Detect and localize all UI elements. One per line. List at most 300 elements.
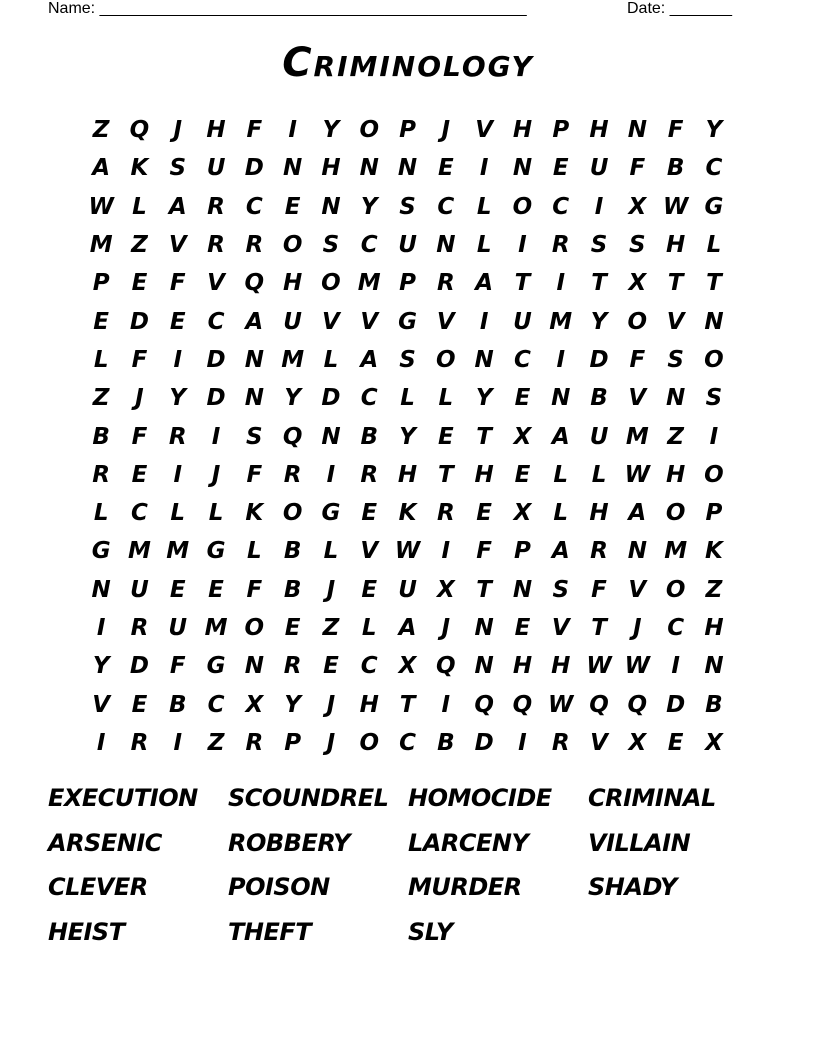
grid-letter[interactable]: Q: [244, 270, 265, 297]
grid-letter[interactable]: I: [441, 691, 451, 718]
grid-letter[interactable]: P: [284, 729, 302, 756]
grid-letter[interactable]: X: [705, 729, 723, 756]
grid-letter[interactable]: S: [322, 232, 340, 259]
grid-letter[interactable]: F: [131, 346, 148, 373]
grid-letter[interactable]: W: [88, 193, 114, 220]
grid-letter[interactable]: K: [130, 155, 149, 182]
grid-letter[interactable]: W: [394, 538, 421, 565]
grid-letter[interactable]: D: [244, 155, 264, 182]
grid-letter[interactable]: N: [244, 385, 264, 412]
grid-letter[interactable]: W: [662, 193, 689, 220]
grid-letter[interactable]: I: [518, 729, 527, 756]
grid-letter[interactable]: J: [135, 385, 144, 412]
grid-letter[interactable]: F: [246, 117, 263, 144]
grid-letter[interactable]: V: [666, 308, 685, 335]
grid-letter[interactable]: Q: [589, 691, 609, 718]
grid-letter[interactable]: A: [245, 308, 264, 335]
grid-letter[interactable]: I: [479, 308, 489, 335]
grid-letter[interactable]: C: [207, 691, 225, 718]
grid-letter[interactable]: N: [244, 346, 264, 373]
grid-letter[interactable]: H: [359, 691, 379, 718]
grid-letter[interactable]: E: [131, 691, 148, 718]
grid-letter[interactable]: C: [399, 729, 416, 756]
grid-letter[interactable]: I: [594, 193, 604, 220]
grid-letter[interactable]: Q: [436, 653, 456, 680]
grid-letter[interactable]: C: [552, 193, 570, 220]
grid-letter[interactable]: C: [360, 232, 378, 259]
grid-letter[interactable]: T: [437, 461, 454, 488]
grid-letter[interactable]: A: [398, 615, 417, 641]
grid-letter[interactable]: U: [130, 576, 149, 603]
grid-letter[interactable]: Z: [131, 232, 148, 259]
grid-letter[interactable]: N: [512, 576, 533, 603]
grid-letter[interactable]: S: [705, 385, 723, 412]
grid-letter[interactable]: V: [207, 270, 225, 297]
grid-letter[interactable]: X: [245, 691, 264, 718]
grid-letter[interactable]: S: [246, 423, 263, 450]
grid-letter[interactable]: I: [518, 232, 527, 259]
grid-letter[interactable]: T: [399, 691, 416, 718]
word-list-item: ROBBERY: [228, 828, 351, 857]
grid-letter[interactable]: X: [513, 500, 532, 527]
grid-letter[interactable]: Q: [129, 117, 150, 144]
grid-letter[interactable]: L: [553, 500, 569, 527]
grid-letter[interactable]: R: [551, 232, 570, 259]
grid-letter[interactable]: O: [282, 500, 303, 527]
grid-letter[interactable]: P: [514, 538, 531, 565]
grid-letter[interactable]: S: [667, 346, 684, 373]
grid-letter[interactable]: P: [552, 117, 570, 144]
grid-letter[interactable]: E: [437, 423, 454, 450]
grid-letter[interactable]: F: [169, 270, 186, 297]
grid-letter[interactable]: T: [591, 270, 607, 297]
grid-letter[interactable]: J: [441, 615, 451, 641]
grid-letter[interactable]: I: [96, 729, 106, 756]
grid-letter[interactable]: E: [131, 461, 148, 488]
grid-letter[interactable]: X: [628, 729, 647, 756]
grid-letter[interactable]: Y: [284, 385, 301, 412]
grid-letter[interactable]: I: [288, 117, 297, 144]
grid-letter[interactable]: Q: [474, 691, 494, 718]
word-list-item: HEIST: [48, 917, 125, 946]
grid-letter[interactable]: P: [399, 117, 416, 144]
grid-letter[interactable]: E: [361, 576, 378, 603]
grid-letter[interactable]: T: [476, 423, 492, 450]
grid-letter[interactable]: C: [667, 615, 685, 641]
grid-letter[interactable]: L: [132, 193, 147, 220]
grid-letter[interactable]: S: [169, 155, 187, 182]
grid-letter[interactable]: V: [360, 308, 379, 335]
grid-letter[interactable]: F: [667, 117, 684, 144]
name-field-label[interactable]: Name: ________________________________________________: [48, 0, 527, 17]
grid-letter[interactable]: U: [398, 576, 417, 603]
grid-letter[interactable]: H: [206, 117, 226, 144]
grid-letter[interactable]: J: [326, 691, 336, 718]
grid-letter[interactable]: G: [206, 653, 226, 680]
grid-letter[interactable]: U: [206, 155, 226, 182]
grid-letter[interactable]: N: [436, 232, 456, 259]
grid-letter[interactable]: C: [245, 193, 263, 220]
grid-letter[interactable]: O: [704, 461, 724, 488]
grid-letter[interactable]: J: [633, 615, 642, 641]
grid-letter[interactable]: V: [436, 308, 455, 335]
grid-letter[interactable]: D: [129, 653, 149, 680]
grid-letter[interactable]: B: [92, 423, 110, 450]
grid-letter[interactable]: N: [474, 615, 494, 641]
grid-letter[interactable]: R: [283, 461, 302, 488]
grid-letter[interactable]: O: [244, 615, 265, 641]
word-list-item: VILLAIN: [588, 828, 691, 857]
grid-letter[interactable]: W: [624, 461, 651, 488]
grid-letter[interactable]: W: [586, 653, 612, 680]
grid-letter[interactable]: H: [512, 653, 533, 680]
grid-letter[interactable]: L: [706, 232, 722, 259]
grid-letter[interactable]: N: [627, 538, 647, 565]
grid-letter[interactable]: O: [359, 729, 380, 756]
grid-letter[interactable]: E: [169, 576, 186, 603]
grid-letter[interactable]: M: [204, 615, 228, 641]
grid-letter[interactable]: C: [437, 193, 455, 220]
grid-letter[interactable]: N: [704, 653, 724, 680]
grid-letter[interactable]: F: [629, 346, 646, 373]
grid-letter[interactable]: E: [514, 461, 531, 488]
grid-letter[interactable]: T: [591, 615, 607, 641]
grid-letter[interactable]: R: [245, 729, 264, 756]
grid-letter[interactable]: N: [627, 117, 647, 144]
grid-letter[interactable]: F: [246, 461, 263, 488]
grid-letter[interactable]: B: [283, 576, 302, 603]
grid-letter[interactable]: R: [360, 461, 379, 488]
grid-letter[interactable]: V: [92, 691, 111, 718]
grid-letter[interactable]: A: [360, 346, 379, 373]
word-list-item: THEFT: [228, 917, 312, 946]
grid-letter[interactable]: E: [552, 155, 569, 182]
grid-letter[interactable]: T: [514, 270, 531, 297]
grid-letter[interactable]: Z: [667, 423, 684, 450]
grid-letter[interactable]: H: [704, 615, 724, 641]
grid-letter[interactable]: V: [360, 538, 379, 565]
grid-letter[interactable]: O: [665, 576, 686, 603]
grid-letter[interactable]: E: [169, 308, 186, 335]
grid-letter[interactable]: O: [282, 232, 303, 259]
grid-letter[interactable]: G: [321, 500, 341, 527]
grid-letter[interactable]: Z: [322, 615, 340, 641]
grid-letter[interactable]: S: [399, 346, 416, 373]
grid-letter[interactable]: A: [628, 500, 647, 527]
grid-letter[interactable]: C: [360, 653, 378, 680]
grid-letter[interactable]: A: [475, 270, 494, 297]
grid-letter[interactable]: X: [628, 193, 647, 220]
grid-letter[interactable]: D: [206, 346, 226, 373]
grid-letter[interactable]: E: [284, 615, 301, 641]
grid-letter[interactable]: H: [512, 117, 533, 144]
grid-letter[interactable]: R: [130, 615, 149, 641]
grid-letter[interactable]: F: [131, 423, 148, 450]
grid-letter[interactable]: Z: [92, 117, 110, 144]
grid-letter[interactable]: E: [667, 729, 684, 756]
grid-letter[interactable]: O: [321, 270, 341, 297]
grid-letter[interactable]: I: [96, 615, 106, 641]
grid-letter[interactable]: A: [168, 193, 187, 220]
grid-letter[interactable]: S: [629, 232, 646, 259]
grid-letter[interactable]: I: [441, 538, 451, 565]
grid-letter[interactable]: Z: [207, 729, 225, 756]
grid-letter[interactable]: L: [361, 615, 377, 641]
grid-letter[interactable]: L: [591, 461, 607, 488]
grid-letter[interactable]: C: [705, 155, 723, 182]
grid-letter[interactable]: K: [705, 538, 723, 565]
grid-letter[interactable]: F: [169, 653, 186, 680]
grid-letter[interactable]: S: [590, 232, 608, 259]
grid-letter[interactable]: A: [92, 155, 111, 182]
grid-letter[interactable]: U: [283, 308, 302, 335]
grid-letter[interactable]: V: [475, 117, 494, 144]
grid-letter[interactable]: P: [705, 500, 723, 527]
grid-letter[interactable]: F: [246, 576, 263, 603]
grid-letter[interactable]: H: [397, 461, 418, 488]
grid-letter[interactable]: E: [476, 500, 492, 527]
grid-letter[interactable]: U: [513, 308, 532, 335]
grid-letter[interactable]: H: [666, 461, 686, 488]
grid-letter[interactable]: A: [551, 538, 570, 565]
grid-letter[interactable]: H: [666, 232, 686, 259]
grid-letter[interactable]: M: [281, 346, 305, 373]
grid-letter[interactable]: R: [436, 500, 455, 527]
grid-letter[interactable]: I: [709, 423, 719, 450]
grid-letter[interactable]: T: [667, 270, 684, 297]
grid-letter[interactable]: I: [671, 653, 680, 680]
grid-letter[interactable]: B: [705, 691, 723, 718]
grid-letter[interactable]: G: [206, 538, 226, 565]
grid-letter[interactable]: E: [514, 615, 531, 641]
grid-letter[interactable]: C: [360, 385, 378, 412]
grid-letter[interactable]: G: [91, 538, 111, 565]
grid-letter[interactable]: X: [628, 270, 647, 297]
word-list-item: EXECUTION: [48, 784, 198, 812]
grid-letter[interactable]: U: [589, 423, 609, 450]
grid-letter[interactable]: W: [624, 653, 651, 680]
grid-letter[interactable]: I: [556, 270, 566, 297]
grid-letter[interactable]: L: [323, 538, 339, 565]
grid-letter[interactable]: N: [704, 308, 724, 335]
grid-letter[interactable]: Z: [92, 385, 110, 412]
grid-letter[interactable]: H: [589, 500, 609, 527]
grid-letter[interactable]: I: [173, 729, 183, 756]
grid-letter[interactable]: Y: [92, 653, 110, 680]
grid-letter[interactable]: S: [399, 193, 416, 220]
grid-letter[interactable]: L: [400, 385, 415, 412]
grid-letter[interactable]: X: [436, 576, 455, 603]
grid-letter[interactable]: R: [207, 193, 225, 220]
grid-letter[interactable]: R: [92, 461, 110, 488]
grid-letter[interactable]: L: [247, 538, 262, 565]
grid-letter[interactable]: D: [589, 346, 609, 373]
grid-letter[interactable]: Y: [284, 691, 301, 718]
grid-letter[interactable]: E: [131, 270, 148, 297]
grid-letter[interactable]: P: [92, 270, 110, 297]
grid-letter[interactable]: K: [398, 500, 417, 527]
grid-letter[interactable]: S: [552, 576, 570, 603]
grid-letter[interactable]: Z: [705, 576, 723, 603]
grid-letter[interactable]: I: [556, 346, 566, 373]
grid-letter[interactable]: M: [89, 232, 113, 259]
grid-letter[interactable]: A: [551, 423, 570, 450]
grid-letter[interactable]: N: [244, 653, 264, 680]
grid-letter[interactable]: R: [245, 232, 264, 259]
grid-letter[interactable]: V: [590, 729, 608, 756]
grid-letter[interactable]: J: [173, 117, 183, 144]
grid-letter[interactable]: N: [551, 385, 571, 412]
grid-letter[interactable]: M: [166, 538, 190, 565]
grid-letter[interactable]: Y: [399, 423, 416, 450]
grid-letter[interactable]: M: [664, 538, 688, 565]
grid-letter[interactable]: B: [283, 538, 302, 565]
grid-letter[interactable]: R: [283, 653, 302, 680]
grid-letter[interactable]: N: [512, 155, 533, 182]
grid-letter[interactable]: K: [245, 500, 264, 527]
grid-letter[interactable]: N: [283, 155, 303, 182]
grid-letter[interactable]: B: [360, 423, 378, 450]
grid-letter[interactable]: H: [283, 270, 303, 297]
grid-letter[interactable]: E: [514, 385, 531, 412]
grid-letter[interactable]: D: [666, 691, 686, 718]
grid-letter[interactable]: U: [398, 232, 417, 259]
grid-letter[interactable]: J: [211, 461, 221, 488]
grid-letter[interactable]: O: [704, 346, 724, 373]
grid-letter[interactable]: D: [474, 729, 494, 756]
grid-letter[interactable]: N: [474, 653, 494, 680]
grid-letter[interactable]: L: [170, 500, 186, 527]
grid-letter[interactable]: N: [359, 155, 379, 182]
grid-letter[interactable]: O: [512, 193, 533, 220]
grid-letter[interactable]: E: [437, 155, 454, 182]
grid-letter[interactable]: L: [323, 346, 339, 373]
grid-letter[interactable]: P: [399, 270, 416, 297]
grid-letter[interactable]: V: [322, 308, 340, 335]
grid-letter[interactable]: G: [704, 193, 724, 220]
grid-letter[interactable]: B: [168, 691, 187, 718]
grid-letter[interactable]: J: [326, 576, 336, 603]
grid-letter[interactable]: L: [476, 193, 492, 220]
grid-letter[interactable]: E: [361, 500, 378, 527]
grid-letter[interactable]: M: [128, 538, 151, 565]
grid-letter[interactable]: Y: [322, 117, 340, 144]
grid-letter[interactable]: X: [513, 423, 532, 450]
grid-letter[interactable]: N: [321, 423, 341, 450]
grid-letter[interactable]: C: [207, 308, 225, 335]
grid-letter[interactable]: G: [398, 308, 417, 335]
grid-letter[interactable]: D: [129, 308, 149, 335]
word-list-item: SHADY: [588, 873, 677, 901]
grid-letter[interactable]: O: [436, 346, 456, 373]
grid-letter[interactable]: J: [326, 729, 336, 756]
grid-letter[interactable]: V: [628, 576, 647, 603]
grid-letter[interactable]: N: [91, 576, 111, 603]
grid-letter[interactable]: Y: [475, 385, 493, 412]
grid-letter[interactable]: Q: [627, 691, 648, 718]
grid-letter[interactable]: L: [553, 461, 569, 488]
grid-letter[interactable]: N: [397, 155, 418, 182]
date-field-label[interactable]: Date: _______: [627, 0, 732, 17]
grid-letter[interactable]: B: [437, 729, 455, 756]
grid-letter[interactable]: W: [548, 691, 574, 718]
grid-letter[interactable]: I: [479, 155, 489, 182]
grid-letter[interactable]: O: [627, 308, 648, 335]
grid-letter[interactable]: M: [549, 308, 573, 335]
grid-letter[interactable]: T: [706, 270, 722, 297]
grid-letter[interactable]: I: [173, 346, 183, 373]
grid-letter[interactable]: M: [625, 423, 649, 450]
grid-letter[interactable]: N: [321, 193, 341, 220]
grid-letter[interactable]: I: [211, 423, 221, 450]
grid-letter[interactable]: R: [130, 729, 149, 756]
grid-letter[interactable]: L: [93, 500, 109, 527]
grid-letter[interactable]: E: [93, 308, 109, 335]
grid-letter[interactable]: D: [206, 385, 226, 412]
grid-letter[interactable]: L: [208, 500, 224, 527]
grid-letter[interactable]: F: [629, 155, 646, 182]
grid-letter[interactable]: H: [551, 653, 571, 680]
grid-letter[interactable]: C: [514, 346, 531, 373]
grid-letter[interactable]: B: [590, 385, 608, 412]
grid-letter[interactable]: E: [284, 193, 301, 220]
grid-letter[interactable]: V: [168, 232, 187, 259]
grid-letter[interactable]: O: [359, 117, 380, 144]
grid-letter[interactable]: Y: [590, 308, 608, 335]
word-list-item: LARCENY: [408, 828, 529, 857]
grid-letter[interactable]: R: [168, 423, 187, 450]
grid-letter[interactable]: L: [93, 346, 109, 373]
grid-letter[interactable]: H: [589, 117, 609, 144]
grid-letter[interactable]: B: [666, 155, 685, 182]
grid-letter[interactable]: U: [168, 615, 188, 641]
grid-letter[interactable]: L: [476, 232, 492, 259]
grid-letter[interactable]: R: [436, 270, 455, 297]
grid-letter[interactable]: N: [474, 346, 494, 373]
header: [48, 0, 748, 22]
grid-letter[interactable]: H: [321, 155, 341, 182]
grid-letter[interactable]: R: [590, 538, 608, 565]
grid-letter[interactable]: J: [441, 117, 451, 144]
grid-letter[interactable]: M: [357, 270, 381, 297]
grid-letter[interactable]: C: [131, 500, 148, 527]
grid-letter[interactable]: L: [438, 385, 454, 412]
grid-letter[interactable]: N: [666, 385, 686, 412]
grid-letter[interactable]: X: [398, 653, 417, 680]
grid-letter[interactable]: D: [321, 385, 341, 412]
grid-letter[interactable]: Q: [512, 691, 533, 718]
grid-letter[interactable]: I: [326, 461, 336, 488]
grid-letter[interactable]: R: [551, 729, 570, 756]
word-list-item: SLY: [408, 917, 453, 946]
grid-letter[interactable]: V: [551, 615, 570, 641]
grid-letter[interactable]: Q: [282, 423, 303, 450]
grid-letter[interactable]: F: [591, 576, 607, 603]
grid-letter[interactable]: F: [476, 538, 492, 565]
grid-letter[interactable]: I: [173, 461, 183, 488]
grid-letter[interactable]: H: [474, 461, 494, 488]
grid-letter[interactable]: T: [476, 576, 492, 603]
grid-letter[interactable]: E: [323, 653, 339, 680]
grid-letter[interactable]: R: [207, 232, 225, 259]
grid-letter[interactable]: O: [665, 500, 686, 527]
grid-letter[interactable]: Y: [705, 117, 723, 144]
grid-letter[interactable]: U: [589, 155, 609, 182]
grid-letter[interactable]: E: [208, 576, 224, 603]
grid-letter[interactable]: Y: [169, 385, 187, 412]
grid-letter[interactable]: Y: [360, 193, 378, 220]
grid-letter[interactable]: V: [628, 385, 647, 412]
